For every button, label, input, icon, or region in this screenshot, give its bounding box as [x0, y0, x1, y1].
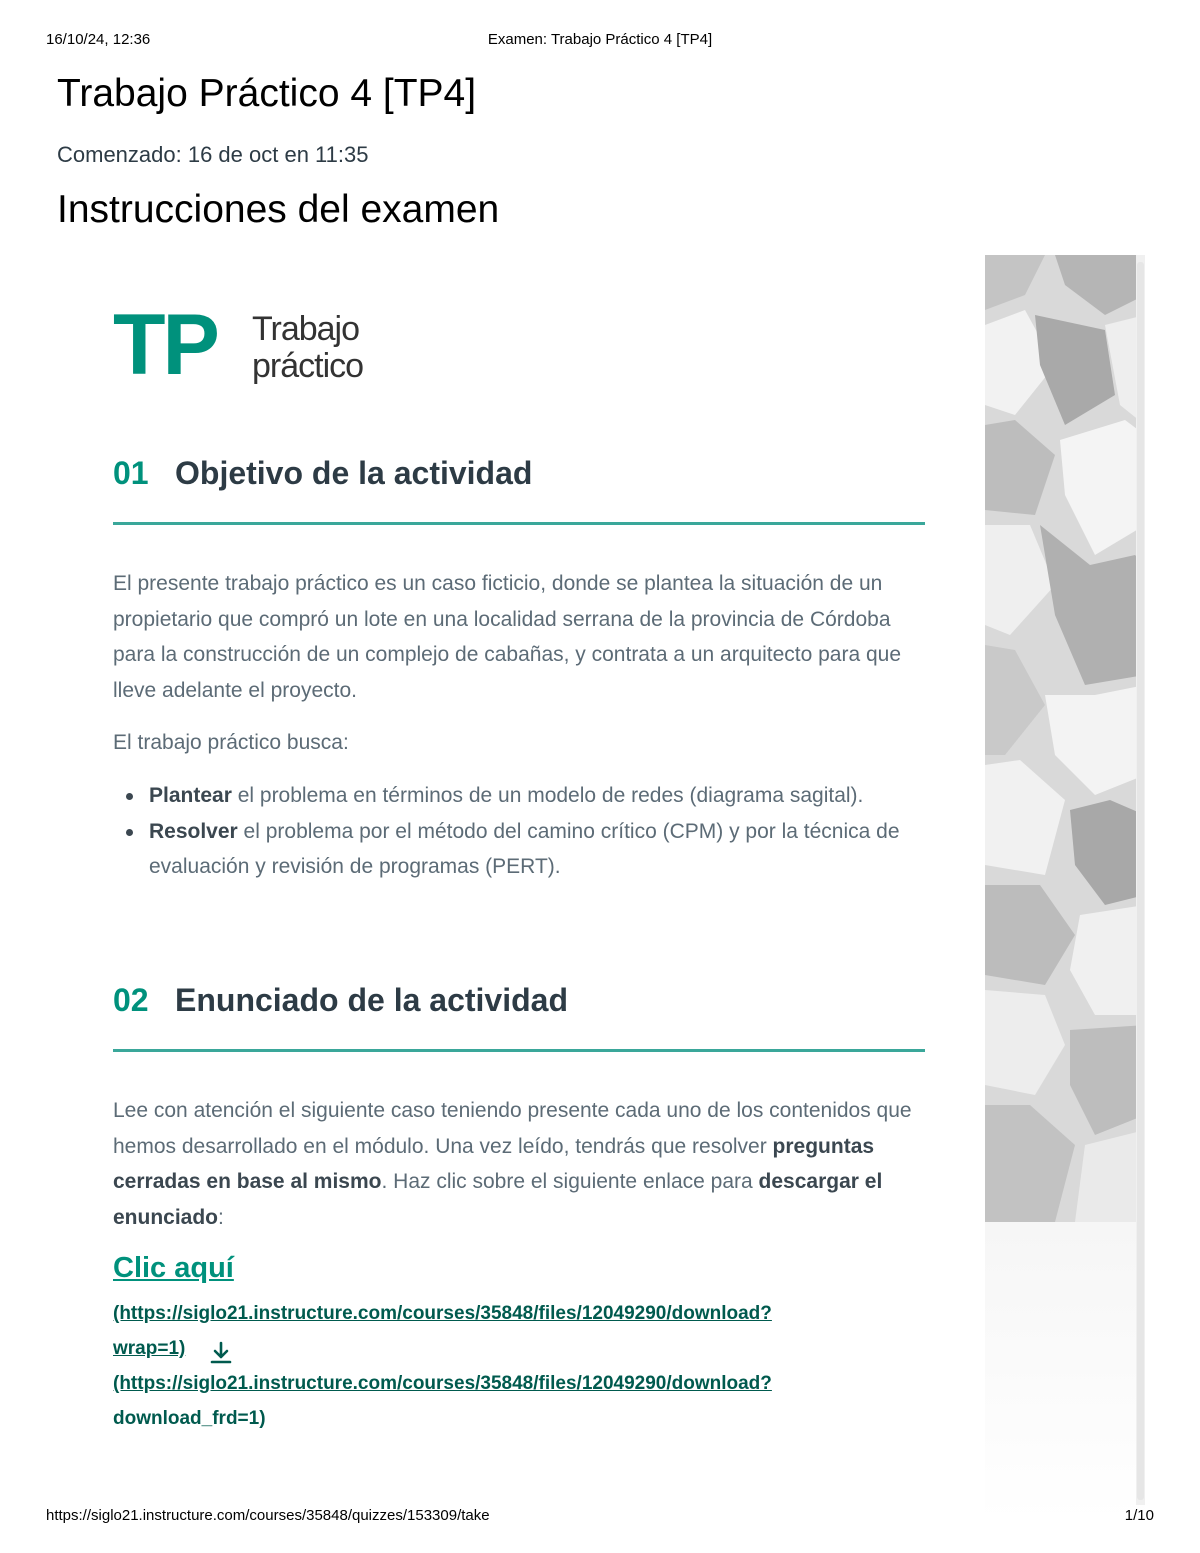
download-icon[interactable] — [208, 1340, 234, 1366]
bullet-dot — [126, 793, 133, 800]
list-item-text: el problema por el método del camino crítico (CPM) y por la técnica de evaluación y revisión de programas (PERT). — [149, 819, 900, 878]
tp-logo-word-2: práctico — [252, 347, 364, 385]
section-divider — [113, 1049, 925, 1052]
statement-text: : — [218, 1205, 224, 1229]
decorative-banner-image — [985, 255, 1145, 1222]
print-url: https://siglo21.instructure.com/courses/35848/quizzes/153309/take — [46, 1507, 490, 1524]
url-link-text[interactable]: (https://siglo21.instructure.com/courses/35848/files/12049290/download? — [113, 1303, 772, 1324]
print-page-number: 1/10 — [1124, 1507, 1154, 1524]
objective-list — [113, 778, 928, 885]
download-url-2[interactable] — [113, 1373, 772, 1395]
tp-logo-word-1: Trabajo — [252, 310, 360, 348]
download-url-1-cont[interactable] — [113, 1338, 185, 1360]
download-url-2-cont[interactable] — [113, 1408, 266, 1430]
print-page-title: Examen: Trabajo Práctico 4 [TP4] — [487, 31, 713, 48]
section-divider — [113, 522, 925, 525]
statement-text: Lee con atención el siguiente caso teniendo presente cada uno de los contenidos que hemos desarrollado en el módulo. Una vez leído, tendrás que resolver — [113, 1099, 912, 1158]
print-header — [46, 31, 1154, 51]
list-item-text: el problema en términos de un modelo de redes (diagrama sagital). — [231, 784, 864, 807]
url-link-text[interactable]: download_frd=1) — [113, 1408, 266, 1429]
url-link-text[interactable]: (https://siglo21.instructure.com/courses/35848/files/12049290/download? — [113, 1373, 772, 1394]
started-timestamp: Comenzado: 16 de oct en 11:35 — [57, 142, 369, 167]
print-datetime: 16/10/24, 12:36 — [46, 31, 151, 48]
bullet-dot — [126, 829, 133, 836]
section-title: Enunciado de la actividad — [175, 982, 568, 1018]
objective-paragraph: El presente trabajo práctico es un caso ficticio, donde se plantea la situación de un propietario que compró un lote en una localidad serrana de la provincia de Córdoba para la construcción de un complejo de cabañas, y contrata a un arquitecto para que lleve adelante el proyecto. — [113, 572, 902, 702]
section-title: Objetivo de la actividad — [175, 455, 533, 491]
scrollbar-thumb[interactable] — [1137, 262, 1144, 1500]
url-link-text[interactable]: wrap=1) — [113, 1338, 186, 1359]
quiz-title: Trabajo Práctico 4 [TP4] — [57, 72, 477, 115]
decorative-fade — [985, 1222, 1145, 1522]
statement-bold: preguntas cerradas en base al mismo — [113, 1134, 875, 1193]
statement-text: . Haz clic sobre el siguiente enlace para — [381, 1170, 759, 1193]
tp-logo-mark: TP — [113, 297, 217, 393]
instructions-heading: Instrucciones del examen — [57, 188, 500, 231]
download-link[interactable]: Clic aquí — [113, 1252, 234, 1284]
architecture-pattern-image — [985, 255, 1145, 1222]
list-item — [113, 778, 928, 814]
objective-intro: El trabajo práctico busca: — [113, 731, 349, 754]
section-number: 02 — [113, 982, 149, 1018]
statement-paragraph — [113, 1093, 928, 1235]
list-item — [113, 814, 928, 885]
download-url-1[interactable] — [113, 1303, 772, 1325]
print-footer — [46, 1507, 1154, 1527]
statement-bold: descargar el enunciado — [113, 1170, 883, 1229]
list-item-bold: Resolver — [149, 819, 238, 843]
list-item-bold: Plantear — [149, 784, 232, 807]
section-number: 01 — [113, 455, 149, 491]
